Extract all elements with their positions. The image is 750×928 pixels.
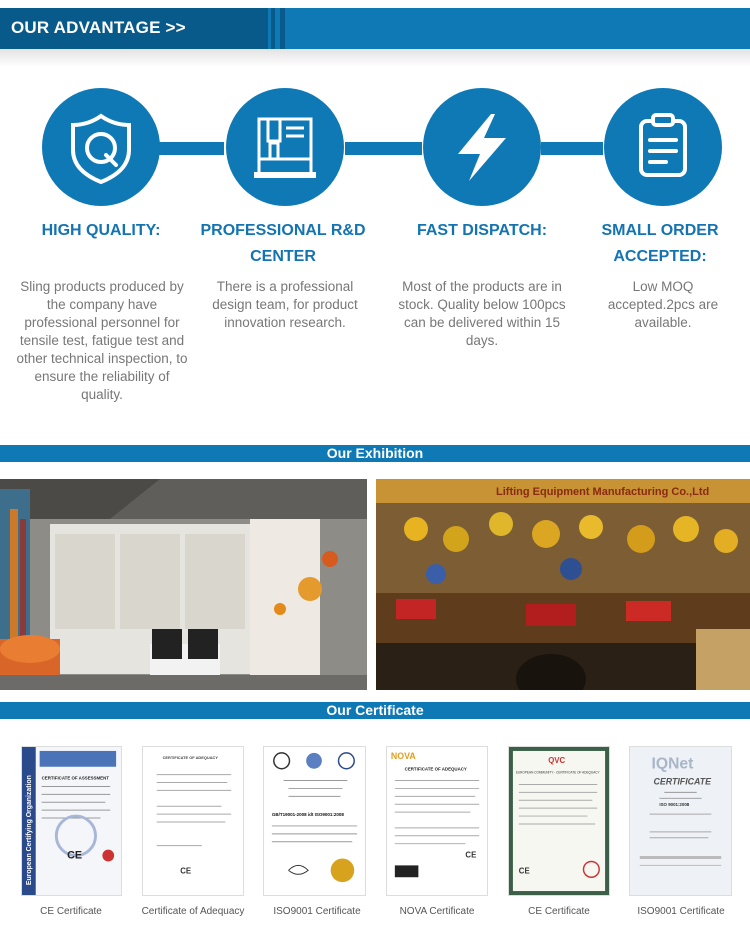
certificate-label: NOVA Certificate bbox=[399, 906, 475, 917]
certificate-card-iso9001[interactable] bbox=[263, 746, 366, 896]
certificate-label: CE Certificate bbox=[528, 906, 590, 917]
cert-logo: IQNet bbox=[651, 755, 694, 773]
cert-mark: CE bbox=[67, 849, 83, 862]
cert-mark: CE bbox=[518, 866, 530, 876]
header-stripe bbox=[280, 8, 285, 49]
cert-logo: NOVA bbox=[390, 750, 416, 761]
feature-circle-order bbox=[604, 88, 722, 206]
feature-title: SMALL ORDER ACCEPTED: bbox=[601, 222, 719, 265]
lab-equipment-icon bbox=[226, 88, 344, 206]
certificate-label: ISO9001 Certificate bbox=[637, 906, 725, 917]
feature-description: Low MOQ accepted.2pcs are available. bbox=[607, 279, 719, 330]
certificate-card-ce[interactable] bbox=[21, 746, 122, 896]
cert-doc-title: CERTIFICATE OF ADEQUACY bbox=[404, 766, 467, 772]
cert-doc-title: CERTIFICATE OF ASSESSMENT bbox=[41, 775, 109, 781]
certificate-header: Our Certificate bbox=[0, 702, 750, 719]
cert-mark: CE bbox=[180, 866, 192, 876]
certificate-label: CE Certificate bbox=[40, 906, 102, 917]
exhibition-photo-hoists bbox=[376, 479, 750, 690]
certificate-label: ISO9001 Certificate bbox=[273, 906, 361, 917]
certificate-card-adequacy[interactable] bbox=[142, 746, 244, 896]
cert-sub: ISO 9001:2008 bbox=[659, 802, 690, 808]
cert-doc-title: CERTIFICATE OF ADEQUACY bbox=[162, 754, 218, 760]
exhibition-banner-text: Lifting Equipment Manufacturing Co.,Ltd bbox=[496, 486, 710, 498]
feature-description: There is a professional design team, for product innovation research. bbox=[212, 279, 358, 330]
clipboard-icon bbox=[604, 88, 722, 206]
exhibition-photo-booth bbox=[0, 479, 367, 690]
advantage-title: OUR ADVANTAGE >> bbox=[11, 18, 186, 37]
lightning-icon bbox=[423, 88, 541, 206]
connector-line bbox=[541, 142, 603, 155]
header-shadow bbox=[0, 49, 750, 67]
cert-doc-title: GB/T19001-2008 idt ISO9001:2008 bbox=[271, 812, 344, 818]
feature-circle-rd bbox=[226, 88, 344, 206]
certificate-card-iqnet[interactable] bbox=[629, 746, 732, 896]
feature-title: PROFESSIONAL R&D CENTER bbox=[200, 222, 366, 265]
shield-q-icon bbox=[42, 88, 160, 206]
connector-line bbox=[158, 142, 224, 155]
cert-logo: QVC bbox=[548, 755, 566, 765]
certificate-card-nova[interactable] bbox=[386, 746, 488, 896]
feature-circle-dispatch bbox=[423, 88, 541, 206]
feature-description: Sling products produced by the company have professional personnel for tensile test, fatigue test and other technical inspection, to ensure the reliability of quality. bbox=[16, 279, 188, 402]
cert-doc-title: CERTIFICATE bbox=[653, 776, 712, 787]
certificate-card-ce-qvc[interactable] bbox=[508, 746, 610, 896]
exhibition-header: Our Exhibition bbox=[0, 445, 750, 462]
cert-doc-title: EUROPEAN COMMUNITY - CERTIFICATE OF ADEQUACY bbox=[515, 770, 600, 775]
advantage-header bbox=[0, 8, 750, 49]
feature-title: HIGH QUALITY: bbox=[41, 222, 161, 239]
certificate-label: Certificate of Adequacy bbox=[141, 906, 245, 917]
cert-mark: CE bbox=[465, 850, 477, 860]
feature-description: Most of the products are in stock. Quality below 100pcs can be delivered within 15 days. bbox=[398, 279, 566, 348]
feature-circle-quality bbox=[42, 88, 160, 206]
feature-title: FAST DISPATCH: bbox=[416, 222, 548, 239]
header-stripe bbox=[271, 8, 275, 49]
connector-line bbox=[345, 142, 422, 155]
cert-side-text: European Certifying Organization bbox=[25, 775, 33, 886]
